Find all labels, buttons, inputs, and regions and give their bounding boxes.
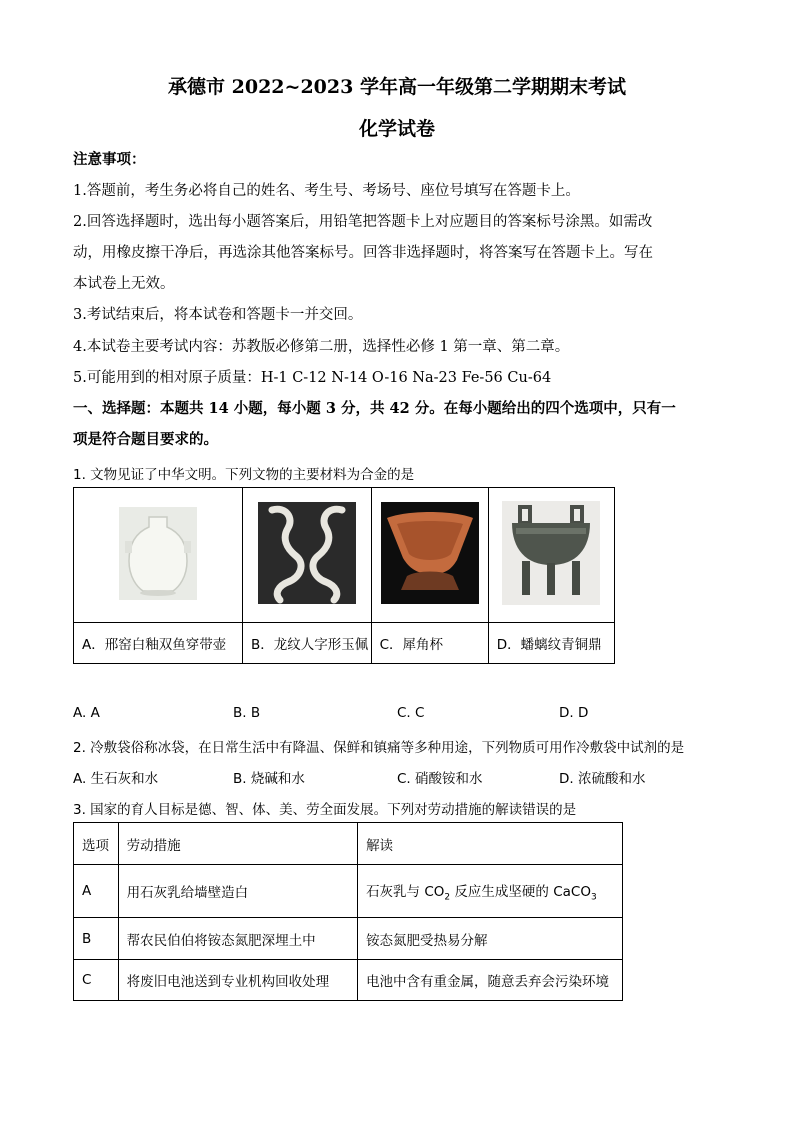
question-3-stem: 3. 国家的育人目标是德、智、体、美、劳全面发展。下列对劳动措施的解读错误的是 [73, 802, 577, 818]
q1-option-d: D. D [559, 705, 589, 721]
artifact-d-cell [488, 488, 614, 623]
question-1-stem: 1. 文物见证了中华文明。下列文物的主要材料为合金的是 [73, 467, 415, 483]
q1-option-a: A. A [73, 705, 100, 721]
row-interpretation: 石灰乳与 $CO_2$ 反应生成坚硬的 CaCO$_3$ [358, 865, 623, 918]
notes-heading: 注意事项： [73, 151, 146, 168]
rhino-horn-cup-image [381, 502, 479, 604]
artifact-b-cell [243, 488, 372, 623]
q2-option-b: B. 烧碱和水 [233, 771, 305, 787]
section-heading-cont: 项是符合题目要求的。 [73, 431, 218, 448]
q2-option-a: A. 生石灰和水 [73, 771, 159, 787]
porcelain-vase-image [119, 507, 197, 600]
row-option: A [74, 865, 119, 918]
note-line: 动，用橡皮擦干净后，再选涂其他答案标号。回答非选择题时，将答案写在答题卡上。写在 [73, 245, 653, 261]
row-interpretation: 电池中含有重金属，随意丢弃会污染环境 [358, 960, 623, 1001]
option-c-caption: C．犀角杯 [371, 623, 488, 664]
q1-option-b: B. B [233, 705, 261, 721]
row-measure: 帮农民伯伯将铵态氮肥深埋土中 [118, 918, 357, 960]
artifact-c-cell [371, 488, 488, 623]
exam-title: 承德市 2022~2023 学年高一年级第二学期期末考试 [168, 76, 626, 98]
note-line: 3.考试结束后，将本试卷和答题卡一并交回。 [73, 307, 363, 323]
question-1-table [73, 487, 615, 664]
exam-subtitle: 化学试卷 [358, 118, 435, 140]
note-line: 1.答题前，考生务必将自己的姓名、考生号、考场号、座位号填写在答题卡上。 [73, 183, 580, 199]
row-option: C [74, 960, 119, 1001]
row-option: B [74, 918, 119, 960]
note-line: 2.回答选择题时，选出每小题答案后，用铅笔把答题卡上对应题目的答案标号涂黑。如需改 [73, 214, 653, 230]
option-a-caption: A．邢窑白釉双鱼穿带壶 [74, 623, 243, 664]
q2-option-c: C. 硝酸铵和水 [397, 771, 483, 787]
header-measure: 劳动措施 [118, 823, 357, 865]
row-measure: 将废旧电池送到专业机构回收处理 [118, 960, 357, 1001]
bronze-ding-image [502, 501, 600, 605]
header-interpretation: 解读 [358, 823, 623, 865]
note-line: 4.本试卷主要考试内容：苏教版必修第二册，选择性必修 1 第一章、第二章。 [73, 339, 570, 355]
table-row [74, 865, 623, 918]
question-3-table [73, 822, 623, 1001]
q1-option-c: C. C [397, 705, 425, 721]
table-row [74, 960, 623, 1001]
row-measure: 用石灰乳给墙壁造白 [118, 865, 357, 918]
header-option: 选项 [74, 823, 119, 865]
note-line: 5.可能用到的相对原子质量：H-1 C-12 N-14 O-16 Na-23 Fe-56 Cu-64 [73, 370, 552, 386]
table-row [74, 918, 623, 960]
q2-option-d: D. 浓硫酸和水 [559, 771, 646, 787]
artifact-a-cell [74, 488, 243, 623]
question-2-stem: 2. 冷敷袋俗称冰袋，在日常生活中有降温、保鲜和镇痛等多种用途，下列物质可用作冷敷袋中试剂的是 [73, 740, 685, 756]
section-heading: 一、选择题：本题共 14 小题，每小题 3 分，共 42 分。在每小题给出的四个选项中，只有一 [73, 400, 676, 417]
jade-pendant-image [258, 502, 356, 604]
option-b-caption: B．龙纹人字形玉佩 [243, 623, 372, 664]
row-interpretation: 铵态氮肥受热易分解 [358, 918, 623, 960]
option-d-caption: D．蟠螭纹青铜鼎 [488, 623, 614, 664]
note-line: 本试卷上无效。 [73, 276, 175, 292]
